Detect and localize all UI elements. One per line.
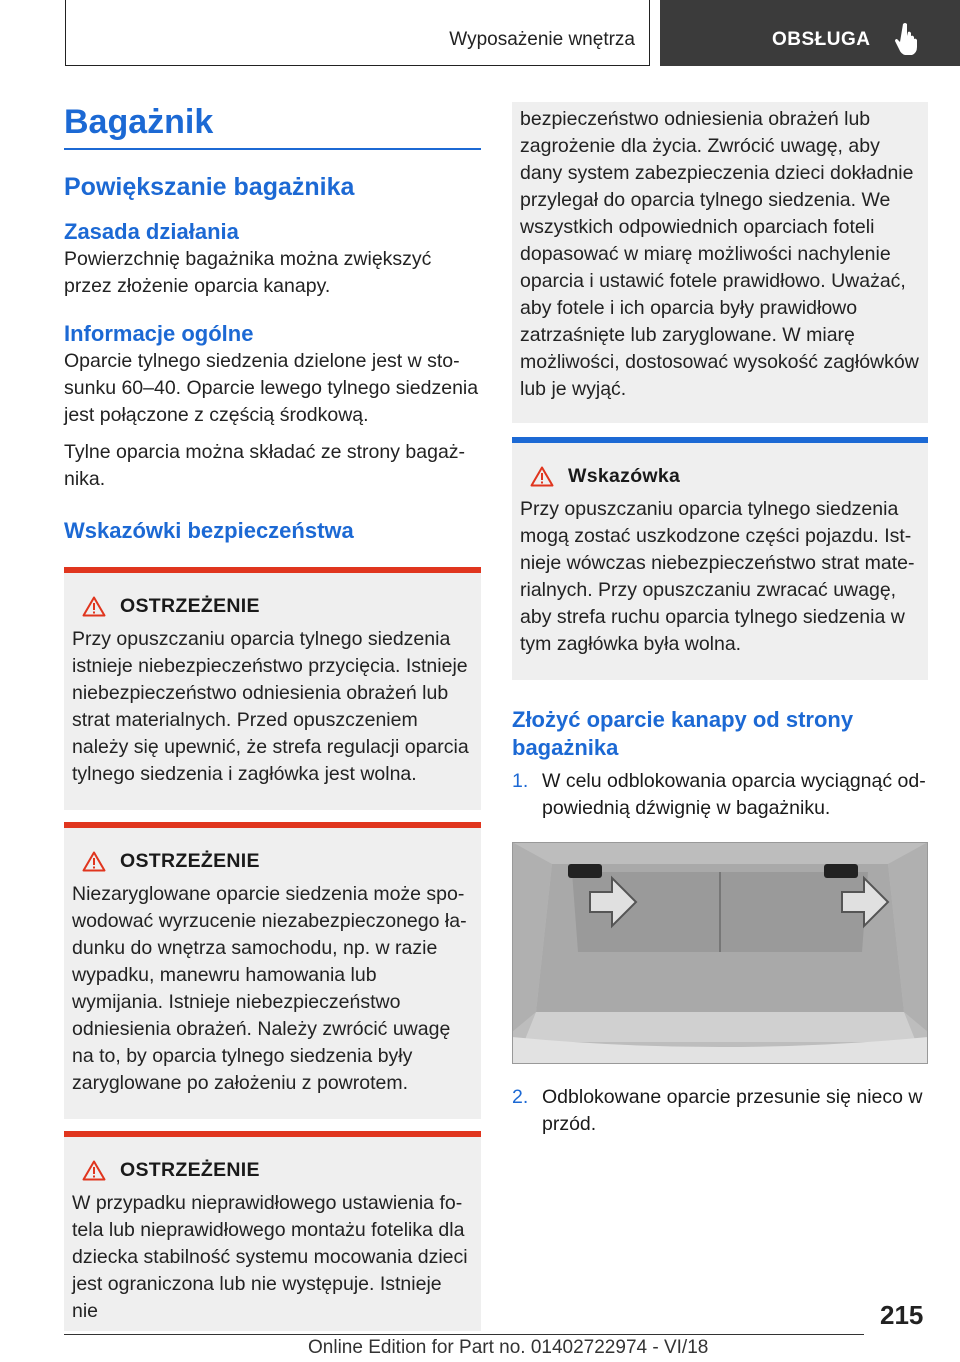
principle-heading: Zasada działania bbox=[64, 218, 239, 244]
left-column bbox=[64, 100, 481, 1331]
note-title: Wskazówka bbox=[568, 465, 681, 487]
step-text: Odblokowane oparcie przesunie się nieco w przód. bbox=[542, 1086, 923, 1135]
warning-continuation-text: bezpieczeństwo odniesienia obrażeń lub zagrożenie dla życia. Zwrócić uwagę, aby dany system zabezpieczenia dzieci dokładnie przylegał do oparcia tylnego siedzenia. We wszystkich odpowiednich oparciach foteli dopasować w miarę możliwości nachylenie oparcia i ustawić fotele prawidłowo. Uważać, aby fotele i ich oparcia były prawidłowo zatrzaśnięte lub zaryglowane. W miarę możliwości, dostosować wysokość zagłówków lub je wyjąć. bbox=[520, 108, 919, 400]
title-rule bbox=[64, 148, 481, 150]
warning-triangle-icon bbox=[82, 1160, 106, 1181]
warning-box-3 bbox=[64, 1131, 481, 1331]
warning-triangle-icon bbox=[82, 851, 106, 872]
list-item bbox=[512, 768, 928, 822]
chapter-tab-label: OBSŁUGA bbox=[772, 29, 871, 50]
principle-text: Powierzchnię bagażnika można zwiększyć przez złożenie oparcia kanapy. bbox=[64, 247, 432, 297]
page-title: Bagażnik bbox=[64, 103, 214, 141]
general-heading: Informacje ogólne bbox=[64, 320, 254, 346]
step-number: 1. bbox=[512, 770, 529, 792]
section-heading: Powiększanie bagażnika bbox=[64, 172, 355, 201]
trunk-photo bbox=[512, 842, 928, 1064]
general-text-2: Tylne oparcia można składać ze strony bagażnika. bbox=[64, 440, 466, 490]
warning-box-2 bbox=[64, 822, 481, 1119]
step-number: 2. bbox=[512, 1086, 529, 1108]
step-text: W celu odblokowania oparcia wyciągnąć odpowiednią dźwignię w bagażniku. bbox=[542, 770, 926, 819]
warning-title: OSTRZEŻENIE bbox=[120, 594, 260, 617]
warning-text: W przypadku nieprawidłowego ustawienia fotela lub nieprawidłowego montażu fotelika dla dziecka stabilność systemu mocowania dzieci jest ograniczona lub nie występuje. Istnieje nie bbox=[72, 1191, 468, 1322]
warning-text: Niezaryglowane oparcie siedzenia może spowodować wyrzucenie niezabezpieczonego ładunku do wnętrza samochodu, np. w razie wypadku, manewru hamowania lub wymijania. Istnieje niebezpieczeństwo odniesienia obrażeń. Należy zwrócić uwagę na to, by oparcia tylnego siedzenia były zaryglowane po założeniu z powrotem. bbox=[72, 882, 467, 1094]
page-number: 215 bbox=[880, 1300, 924, 1330]
safety-heading: Wskazówki bezpieczeństwa bbox=[64, 517, 354, 543]
header-box bbox=[65, 0, 650, 66]
footer-rule bbox=[64, 1334, 864, 1335]
warning-box-1 bbox=[64, 567, 481, 810]
section-title: Wyposażenie wnętrza bbox=[449, 29, 635, 50]
warning-title: OSTRZEŻENIE bbox=[120, 849, 260, 872]
warning-continuation-box bbox=[512, 102, 928, 423]
steps-list bbox=[512, 768, 928, 822]
warning-triangle-icon bbox=[530, 466, 554, 487]
pointing-hand-icon bbox=[894, 22, 920, 56]
list-item bbox=[512, 1084, 928, 1138]
steps-list bbox=[512, 1084, 928, 1138]
general-text-1: Oparcie tylnego siedzenia dzielone jest w stosunku 60–40. Oparcie lewego tylnego siedzenia jest połączone z częścią środkową. bbox=[64, 349, 479, 426]
chapter-tab[interactable] bbox=[660, 0, 960, 66]
warning-triangle-icon bbox=[82, 596, 106, 617]
note-box bbox=[512, 437, 928, 680]
warning-title: OSTRZEŻENIE bbox=[120, 1158, 260, 1181]
fold-heading: Złożyć oparcie kanapy od strony bagażnika bbox=[512, 707, 854, 760]
warning-text: Przy opuszczaniu oparcia tylnego siedzenia istnieje niebezpieczeństwo przycięcia. Istnieje niebezpieczeństwo odniesienia obrażeń lub strat materialnych. Przed opuszczeniem należy się upewnić, że strefa regulacji oparcia tylnego siedzenia i zagłówka jest wolna. bbox=[72, 627, 469, 785]
right-column bbox=[512, 102, 928, 1138]
edition-text: Online Edition for Part no. 01402722974 - VI/18 bbox=[308, 1337, 709, 1358]
note-text: Przy opuszczaniu oparcia tylnego siedzenia mogą zostać uszkodzone części pojazdu. Istnieje wówczas niebezpieczeństwo strat materialnych. Przy opuszczaniu zwracać uwagę, aby strefa ruchu oparcia tylnego siedzenia w tym zagłówka była wolna. bbox=[520, 498, 915, 655]
